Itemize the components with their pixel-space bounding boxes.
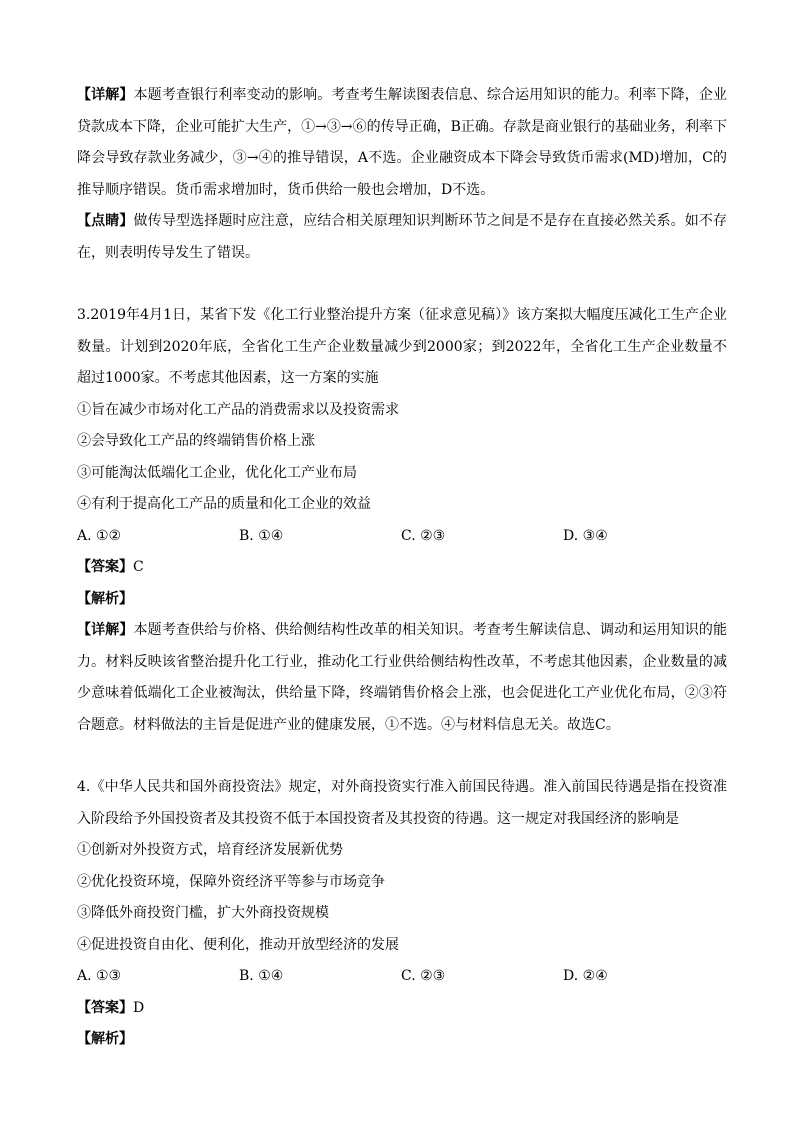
q3-option-d: D. ③④ (563, 527, 608, 544)
q4-option-b: B. ①④ (239, 968, 284, 984)
prev-detail-tag: 【详解】 (77, 87, 134, 103)
q3-detail-tag: 【详解】 (77, 622, 134, 638)
q4-answer-value: D (133, 999, 145, 1016)
prev-tip (77, 206, 727, 269)
q3-detail-text: 本题考查供给与价格、供给侧结构性改革的相关知识。考查考生解读信息、调动和运用知识的能力。材料反映该省整治提升化工行业，推动化工行业供给侧结构性改革，不考虑其他因素，企业数量的减少意味着低端化工企业被淘汰，供给量下降，终端销售价格会上涨，也会促进化工产业优化布局，②③符合题意。材料做法的主旨是促进产业的健康发展，①不选。④与材料信息无关。故选C。 (77, 622, 728, 733)
q4-stem: 4.《中华人民共和国外商投资法》规定，对外商投资实行准入前国民待遇。准入前国民待遇是指在投资准入阶段给予外国投资者及其投资不低于本国投资者及其投资的待遇。这一规定对我国经济的影响是 (77, 779, 727, 827)
q4-item-3: ③降低外商投资门槛，扩大外商投资规模 (77, 905, 329, 921)
q3-analysis (77, 584, 727, 616)
prev-tip-tag: 【点睛】 (77, 213, 134, 229)
q3-item-3: ③可能淘汰低端化工企业，优化化工产业布局 (77, 464, 357, 481)
q3-option-b: B. ①④ (239, 527, 284, 544)
q3-option-c: C. ②③ (401, 527, 446, 544)
prev-detail-text: 本题考查银行利率变动的影响。考查考生解读图表信息、综合运用知识的能力。利率下降，企业贷款成本下降，企业可能扩大生产，①→③→⑥的传导正确，B正确。存款是商业银行的基础业务，利率下降会导致存款业务减少，③→④的推导错误，A不选。企业融资成本下降会导致货币需求(MD)增加，C的推导顺序错误。货币需求增加时，货币供给一般也会增加，D不选。 (77, 87, 728, 198)
q3-answer-value: C (133, 559, 144, 575)
q4-item-2: ②优化投资环境，保障外资经济平等参与市场竞争 (77, 873, 385, 890)
q3-option-a: A. ①② (77, 527, 122, 544)
q4-option-c: C. ②③ (401, 968, 446, 984)
q3-detail (77, 615, 727, 741)
q3-item-2: ②会导致化工产品的终端销售价格上涨 (77, 433, 315, 449)
q4-item-1: ①创新对外投资方式，培育经济发展新优势 (77, 842, 343, 858)
q3-item-4: ④有利于提高化工产品的质量和化工企业的效益 (77, 496, 371, 512)
q3-item-1: ①旨在减少市场对化工产品的消费需求以及投资需求 (77, 401, 399, 418)
q4-answer-tag: 【答案】 (77, 999, 133, 1016)
q4-analysis-tag: 【解析】 (77, 1031, 133, 1047)
q3-answer-tag: 【答案】 (77, 559, 133, 575)
prev-tip-text: 做传导型选择题时应注意，应结合相关原理知识判断环节之间是不是存在直接必然关系。如不存在，则表明传导发生了错误。 (77, 213, 728, 261)
prev-detail (77, 80, 727, 206)
q3-stem: 3.2019年4月1日，某省下发《化工行业整治提升方案（征求意见稿）》该方案拟大幅度压减化工生产企业数量。计划到2020年底，全省化工生产企业数量减少到2000家；到2022年，全省化工生产企业数量不超过1000家。不考虑其他因素，这一方案的实施 (77, 307, 727, 386)
q4-options (77, 961, 727, 993)
q4-analysis (77, 1024, 727, 1056)
document-page (77, 80, 727, 1056)
q4-option-d: D. ②④ (563, 968, 608, 984)
q4-answer (77, 993, 727, 1025)
q4-option-a: A. ①③ (77, 968, 122, 984)
q3-options (77, 521, 727, 553)
q3-analysis-tag: 【解析】 (77, 590, 133, 607)
q4-item-4: ④促进投资自由化、便利化，推动开放型经济的发展 (77, 936, 399, 953)
q3-answer (77, 552, 727, 584)
